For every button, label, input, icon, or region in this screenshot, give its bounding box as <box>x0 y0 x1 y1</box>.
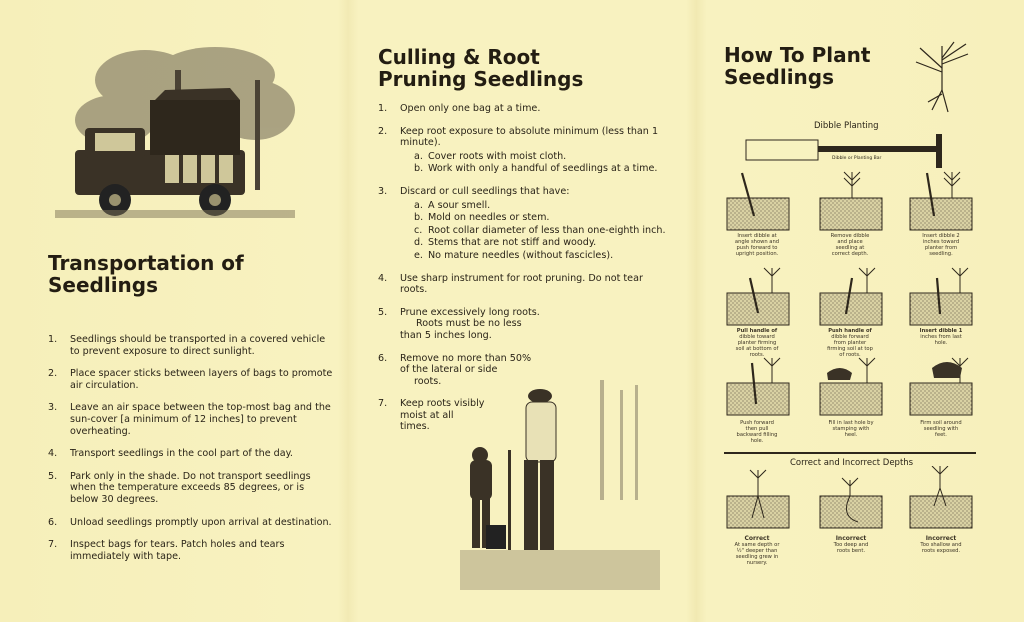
step-caption: Pull handle of dibble toward planter firming soil at bottom of roots. <box>735 328 779 358</box>
bar-label: Dibble or Planting Bar <box>832 156 882 161</box>
culling-title <box>378 46 583 90</box>
depths-diagram <box>722 466 992 536</box>
title-line: How To Plant <box>724 43 871 67</box>
title-line: Pruning Seedlings <box>378 67 584 91</box>
list-item: 5. Park only in the shade. Do not transport seedlings when the temperature exceeds 85 degrees, or is below 30 degrees. <box>48 470 311 505</box>
step-caption: Firm soil around seedling with feet. <box>920 420 962 438</box>
sub-item: d. Stems that are not stiff and woody. <box>414 237 597 249</box>
list-item: 2. Keep root exposure to absolute minimum (less than 1 minute). a. Cover roots with moist cloth. b. Work with only a handful of seedlings at a time. <box>378 126 668 175</box>
sub-item: b. Work with only a handful of seedlings at a time. <box>414 163 658 175</box>
workers-illustration <box>460 380 660 610</box>
list-item: 5. Prune excessively long roots. Roots must be no less than 5 inches long. <box>378 306 540 341</box>
step-caption: Fill in last hole by stamping with heel. <box>828 420 874 438</box>
list-item: 4. Transport seedlings in the cool part of the day. <box>48 448 293 460</box>
dibble-bar-illustration <box>744 132 956 170</box>
sub-list <box>400 200 668 262</box>
sub-item: e. No mature needles (without fascicles). <box>414 249 614 261</box>
planting-title <box>724 44 870 88</box>
list-item: 6. Remove no more than 50% of the lateral or side roots. <box>378 352 532 387</box>
step-caption: Insert dibble 1 inches from last hole. <box>919 328 963 346</box>
title-line: Culling & Root <box>378 45 540 69</box>
depth-caption: Correct At same depth or ½" deeper than seedling grew in nursery. <box>734 535 780 566</box>
transportation-list <box>48 334 333 573</box>
planting-steps-diagram <box>722 168 992 458</box>
step-caption: Remove dibble and place seedling at correct depth. <box>830 233 870 257</box>
list-item: 7. Inspect bags for tears. Patch holes and tears immediately with tape. <box>48 539 285 562</box>
sub-item: a. A sour smell. <box>414 199 491 211</box>
list-item: 2. Place spacer sticks between layers of bags to promote air circulation. <box>48 368 333 391</box>
list-item: 3. Leave an air space between the top-most bag and the sun-cover [a minimum of 12 inches] to prevent overheating. <box>48 402 331 437</box>
transportation-panel <box>0 0 342 622</box>
section-divider <box>724 452 976 454</box>
list-item: 3. Discard or cull seedlings that have: a. A sour smell. b. Mold on needles or stem. c. Root collar diameter of less than one-eighth inch. d. Stems that are not stiff and woody. e. No mature needles (without fascicles). <box>378 186 668 262</box>
step-caption: Push forward then pull backward filling hole. <box>736 420 778 444</box>
truck-illustration <box>55 40 295 240</box>
sub-item: b. Mold on needles or stem. <box>414 212 550 224</box>
seedling-icon <box>908 40 974 116</box>
transportation-title <box>48 252 244 296</box>
list-item: 1. Seedlings should be transported in a covered vehicle to prevent exposure to direct sunlight. <box>48 334 326 357</box>
step-caption: Insert dibble 2 inches toward planter from seedling. <box>922 233 960 257</box>
depth-caption: Incorrect Too shallow and roots exposed. <box>920 535 962 554</box>
sub-item: a. Cover roots with moist cloth. <box>414 150 567 162</box>
title-line: Transportation of <box>48 251 244 275</box>
list-item: 1. Open only one bag at a time. <box>378 103 541 114</box>
list-item: 7. Keep roots visibly moist at all times. <box>378 398 485 433</box>
depths-heading: Correct and Incorrect Depths <box>790 458 914 468</box>
depth-caption: Incorrect Too deep and roots bent. <box>833 535 869 554</box>
planting-panel <box>682 0 1024 622</box>
title-line: Seedlings <box>724 65 835 89</box>
title-line: Seedlings <box>48 273 159 297</box>
step-caption: Insert dibble at angle shown and push forward to upright position. <box>734 233 780 257</box>
dibble-planting-heading: Dibble Planting <box>814 121 879 131</box>
sub-item: c. Root collar diameter of less than one-eighth inch. <box>414 224 666 236</box>
list-item: 6. Unload seedlings promptly upon arrival at destination. <box>48 516 332 528</box>
step-caption: Push handle of dibble forward from planter firming soil at top of roots. <box>827 328 873 358</box>
list-item: 4. Use sharp instrument for root pruning. Do not tear roots. <box>378 272 643 296</box>
sub-list <box>400 151 668 175</box>
culling-panel <box>342 0 682 622</box>
